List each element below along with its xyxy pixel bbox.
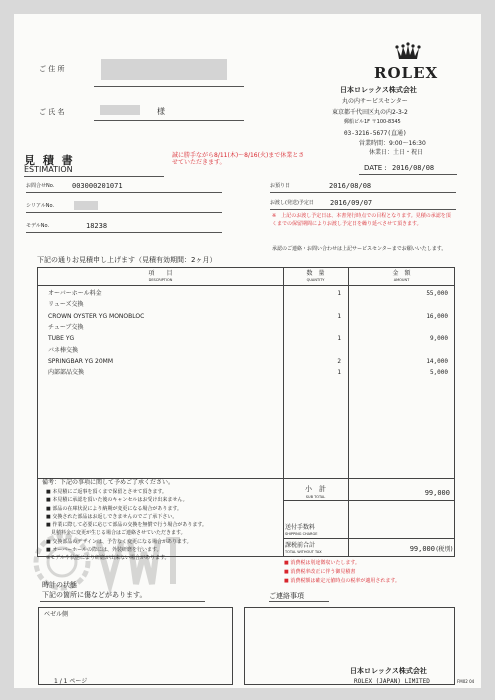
bezel-box <box>38 607 233 685</box>
note-item: ■ 本見積に承認を頂いた後のキャンセルはお受け出来ません。 <box>46 497 188 504</box>
item-amount: 9,000 <box>429 335 448 343</box>
note-item: 見積料金に変更が生じる場合はご連絡させていただきます。 <box>46 530 186 537</box>
delivery-underline <box>270 209 456 210</box>
note-item: ※モデルや状態により研磨が出来ない場合があります。 <box>46 555 170 561</box>
subtotal-label: 小 計 <box>305 485 326 493</box>
item-amount: 5,000 <box>429 369 448 377</box>
address-underline <box>94 86 244 87</box>
contact-underline <box>269 601 329 602</box>
service-center: 丸の内サービスセンター <box>342 98 408 105</box>
company-phone: 03-3216-5677(直通) <box>344 130 407 137</box>
taxable-label-en: TOTAL WITHOUT TAX <box>285 550 322 554</box>
shipping-divider <box>283 538 454 539</box>
item-quantity: 1 <box>337 312 341 320</box>
item-description: オーバーホール料金 <box>48 290 102 297</box>
estimate-intro: 下記の通りお見積申し上げます（見積有効期間：2ヶ月） <box>37 256 217 264</box>
rolex-crown-icon <box>395 42 421 62</box>
col-item-header-en: DESCRIPTION <box>148 278 173 282</box>
note-item: ■ 部品の在庫状況により納期が変更になる場合があります。 <box>46 505 182 512</box>
header-divider <box>38 285 454 286</box>
item-description: バネ棒交換 <box>48 346 79 354</box>
tax-notice-1: ■ 消費税は別途徴収いたします。 <box>284 560 360 566</box>
item-quantity: 1 <box>337 290 341 297</box>
brand-logo: ROLEX <box>374 64 439 82</box>
company-building: 郵船ビル1F 〒100-8345 <box>344 119 401 125</box>
name-label: ご 氏 名 <box>39 108 65 116</box>
col-amount-header-en: AMOUNT <box>393 278 410 282</box>
contact-title: ご連絡事項 <box>269 592 304 600</box>
note-item: ■ 交換された部品はお返しできませんのでご了承下さい。 <box>46 513 178 520</box>
col-divider-qty <box>283 268 284 556</box>
shipping-label-en: SHIPPING CHARGE <box>285 532 318 536</box>
taxable-label: 課税前合計 <box>285 542 316 549</box>
holiday-notice: 誠に勝手ながら8/11(木)～8/16(火)まで休業とさせていただきます。 <box>172 152 305 167</box>
watermark-logo <box>32 502 192 622</box>
contact-note: 承認のご連絡・お問い合わせは上記サービスセンターまでお願いいたします。 <box>272 246 447 252</box>
model-value: 18238 <box>86 222 108 230</box>
note-item: ■ オーバーホールの際には、外装研磨を行います。 <box>46 546 162 553</box>
item-quantity: 1 <box>337 369 341 377</box>
item-description: CROWN OYSTER YG MONOBLOC <box>48 312 145 320</box>
serial-label: シリアルNo. <box>26 203 55 209</box>
col-item-header: 項 目 <box>148 270 173 277</box>
item-description: SPRINGBAR YG 20MM <box>48 357 114 365</box>
received-label: お預り日 <box>270 183 291 189</box>
tax-notice-3: ■ 消費税額は確定元値時点の税率が適用されます。 <box>284 578 400 584</box>
footer-company-en: ROLEX (JAPAN) LIMITED <box>354 678 430 685</box>
title-jp: 見 積 書 <box>24 154 75 167</box>
inquiry-underline <box>26 192 222 193</box>
item-quantity: 2 <box>337 357 341 365</box>
shipping-label: 送付手数料 <box>285 524 316 531</box>
note-item: ■ 作業に際して必要に応じて部品の交換を無償で行う場合があります。 <box>46 522 207 528</box>
title-en: ESTIMATION <box>24 165 73 174</box>
col-amount-header: 金 額 <box>392 270 411 277</box>
delivery-label: お渡し(発送)予定日 <box>270 200 314 206</box>
received-value: 2016/08/08 <box>329 182 372 190</box>
delivery-warning: ※ 上記のお渡し予定日は、本書発行時点での目程となります。見積の承認を頂くまでの保留期間によりお渡し予定日を繰り延べさせて頂きます。 <box>272 213 451 227</box>
col-qty-header-en: QUANTITY <box>306 278 325 282</box>
name-underline <box>94 120 244 121</box>
item-description: リューズ交換 <box>48 301 84 309</box>
holidays: 休業日：土日・祝日 <box>369 149 424 156</box>
title-underline <box>24 176 164 177</box>
item-description: 内部部品交換 <box>48 369 85 377</box>
item-amount: 55,000 <box>426 290 448 297</box>
name-suffix: 様 <box>157 107 165 116</box>
inquiry-no-label: お問合せNo. <box>26 183 55 189</box>
date-value: 2016/08/08 <box>392 164 435 172</box>
company-name: 日本ロレックス株式会社 <box>340 86 417 94</box>
state-subtitle: 下記の箇所に傷などがあります。 <box>42 591 147 599</box>
bezel-label: ベゼル側 <box>44 611 69 618</box>
serial-redaction <box>74 201 98 210</box>
subtotal-label-en: SUB TOTAL <box>305 495 326 499</box>
date-label: DATE : <box>364 164 387 172</box>
note-item: ■ 交換部品のデザインは、予告なく変更になる場合があります。 <box>46 538 192 545</box>
model-underline <box>26 232 222 233</box>
address-label: ご 住 所 <box>39 65 65 73</box>
date-underline <box>359 174 457 175</box>
item-amount: 16,000 <box>426 312 448 320</box>
col-qty-header: 数 量 <box>306 270 325 277</box>
taxable-value: 99,000 <box>409 545 435 553</box>
form-code: FM02 04 <box>457 679 475 684</box>
company-address: 東京都千代田区丸の内2-3-2 <box>332 109 408 116</box>
subtotal-value: 99,000 <box>424 489 450 497</box>
state-title: 時計の状態 <box>42 581 77 589</box>
footer-company: 日本ロレックス株式会社 <box>350 667 427 675</box>
received-underline <box>270 192 456 193</box>
inquiry-no-value: 003000201071 <box>72 182 123 190</box>
item-amount: 14,000 <box>426 357 448 365</box>
name-redaction <box>100 105 140 115</box>
address-redaction <box>101 59 227 80</box>
state-underline <box>40 601 205 602</box>
item-description: チューブ交換 <box>48 323 84 331</box>
serial-underline <box>26 212 222 213</box>
model-label: モデルNo. <box>26 223 50 229</box>
notes-title: 備考：下記の事項に関して予めご了承ください。 <box>42 479 175 486</box>
tax-notice-2: ■ 消費税率改正に伴う御見積書 <box>284 569 356 575</box>
business-hours: 営業時間：9:00～16:30 <box>359 140 426 147</box>
estimate-document <box>14 14 481 688</box>
note-item: ■ 本見積にご返事を頂くまで保留とさせて頂きます。 <box>46 489 167 495</box>
item-quantity: 1 <box>337 335 341 343</box>
subtotal-divider <box>283 500 454 501</box>
item-description: TUBE YG <box>48 335 75 343</box>
col-divider-amount <box>348 268 349 556</box>
delivery-value: 2016/09/07 <box>330 199 373 207</box>
page-number: 1 / 1 ページ <box>54 678 88 685</box>
tax-note: (税別) <box>436 546 453 553</box>
